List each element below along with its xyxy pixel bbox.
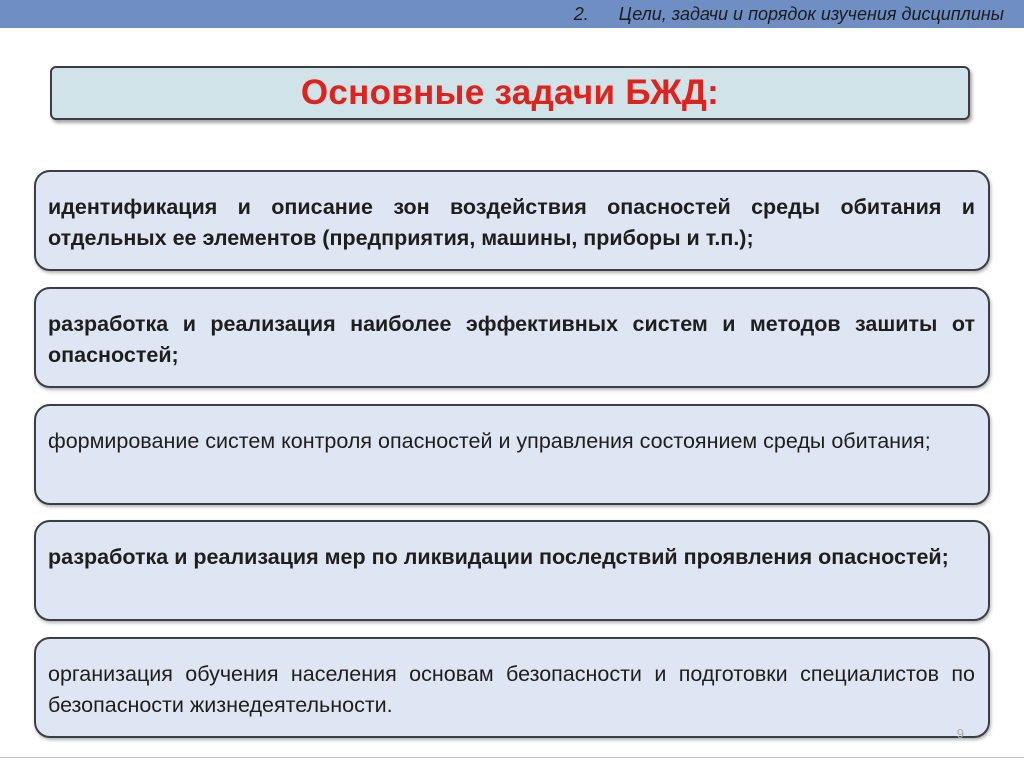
task-box-protection-systems [34, 287, 990, 388]
task-text: организация обучения населения основам безопасности и подготовки специалистов по безопасности жизнедеятельности. [48, 662, 975, 717]
header-text [574, 0, 1004, 28]
task-text: формирование систем контроля опасностей и управления состоянием среды обитания; [48, 429, 931, 453]
section-title: Цели, задачи и порядок изучения дисциплины [618, 4, 1004, 24]
header-bar [0, 0, 1024, 28]
task-box-identification [34, 170, 990, 271]
section-number: 2. [573, 4, 589, 24]
slide-title-box [50, 66, 970, 120]
task-text: разработка и реализация наиболее эффективных систем и методов зашиты от опасностей; [48, 312, 975, 367]
slide-title: Основные задачи БЖД: [300, 73, 720, 112]
page-number: 9 [956, 726, 964, 741]
task-box-control-systems [34, 404, 990, 505]
task-box-education [34, 637, 990, 738]
task-box-consequences [34, 520, 990, 621]
task-text: разработка и реализация мер по ликвидации последствий проявления опасностей; [48, 545, 949, 569]
task-text: идентификация и описание зон воздействия опасностей среды обитания и отдельных ее элементов (предприятия, машины, приборы и т.п.); [48, 195, 975, 250]
bottom-divider [0, 757, 1024, 758]
